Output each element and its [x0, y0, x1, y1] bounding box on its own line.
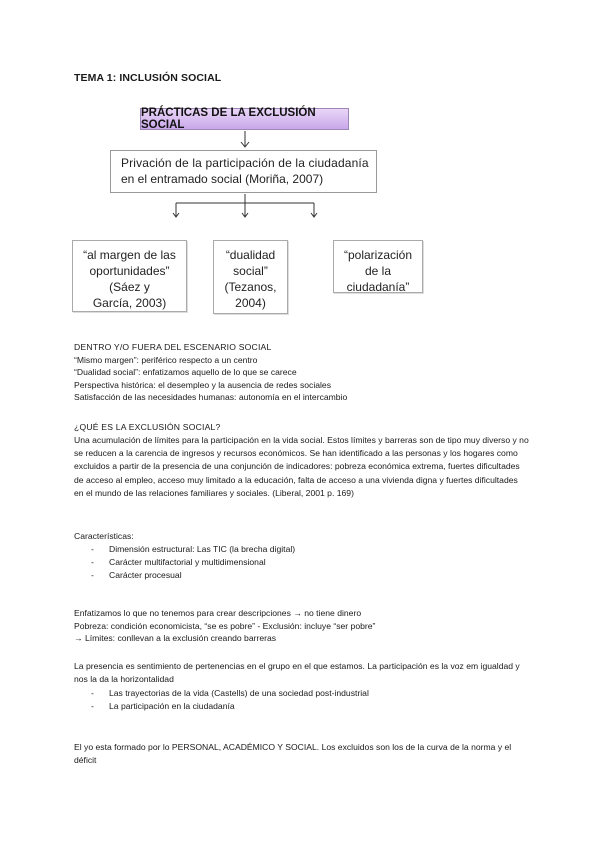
- definition-line: “Dualidad social”: enfatizamos aquello de lo que se carece: [74, 367, 297, 377]
- exclusion-diagram: [0, 0, 600, 330]
- main-box-line-1: Privación de la participación de la ciudadanía: [121, 156, 369, 170]
- sub-box-line: (Tezanos,: [224, 280, 277, 294]
- citizen-polarization-box: [333, 240, 423, 293]
- note-line: Pobreza: condición economicista, “se es pobre” - Exclusión: incluye “ser pobre”: [74, 620, 376, 631]
- participation-deprivation-box: [110, 150, 377, 193]
- list-item: - Carácter procesual: [74, 569, 295, 582]
- sub-box-line: García, 2003): [92, 296, 167, 310]
- list-item: - Las trayectorias de la vida (Castells) de una sociedad post-industrial: [74, 687, 369, 700]
- sub-box-line: 2004): [235, 296, 266, 310]
- section-inside-outside: [74, 341, 347, 404]
- definition-line: Perspectiva histórica: el desempleo y la ausencia de redes sociales: [74, 379, 332, 390]
- definition-line: “Mismo margen”: periférico respecto a un centro: [74, 354, 258, 365]
- note-line: Enfatizamos lo que no tenemos para crear descripciones → no tiene dinero: [74, 608, 362, 618]
- section-heading: ¿QUÉ ES LA EXCLUSIÓN SOCIAL?: [74, 422, 221, 432]
- note-line: → Límites: conllevan a la exclusión creando barreras: [74, 633, 277, 643]
- sub-box-line: “dualidad: [225, 248, 276, 262]
- self-paragraph: El yo esta formado por lo PERSONAL, ACADÉMICO Y SOCIAL. Los excluidos son los de la curva de la norma y el déficit: [74, 742, 512, 766]
- sub-box-line: de la: [364, 264, 392, 278]
- exclusion-definition-paragraph: Una acumulación de límites para la participación en la vida social. Estos límites y barreras son de tipo muy diverso y no se reducen a la carencia de ingresos y recursos económicos. Se han identificado a las personas y los hogares como excluidos a partir de la presencia de una conjunción de indicadores: pobreza económica extrema, fuertes dificultades de acceso al empleo, acceso muy limitado a la educación, falta de acceso a una vivienda digna y fuertes dificultades en el mundo de las relaciones familiares y sociales. (Liberal, 2001 p. 169): [74, 435, 529, 498]
- list-item: - La participación en la ciudadanía: [74, 700, 369, 713]
- presence-paragraph: La presencia es sentimiento de pertenencias en el grupo en el que estamos. La participación es la voz em igualdad y nos la da la horizontalidad: [74, 661, 520, 685]
- sub-box-line: ciudadanía”: [346, 280, 410, 294]
- sub-box-line: “al margen de las: [83, 248, 176, 262]
- main-box-line-2: en el entramado social (Moriña, 2007): [121, 172, 324, 186]
- sub-box-line: “polarización: [343, 248, 413, 262]
- characteristics-heading: Características:: [74, 531, 134, 541]
- sub-box-line: oportunidades”: [89, 264, 170, 278]
- page-title: TEMA 1: INCLUSIÓN SOCIAL: [74, 72, 222, 84]
- margin-opportunities-box: [72, 240, 187, 312]
- participation-list: [74, 687, 369, 713]
- list-item: - Carácter multifactorial y multidimensional: [74, 556, 295, 569]
- poverty-notes: [74, 607, 375, 645]
- sub-box-line: (Sáez y: [109, 280, 150, 294]
- characteristics-list: [74, 543, 295, 582]
- social-duality-box: [213, 240, 288, 314]
- list-item: - Dimensión estructural: Las TIC (la brecha digital): [74, 543, 295, 556]
- section-heading: DENTRO Y/O FUERA DEL ESCENARIO SOCIAL: [74, 342, 272, 352]
- definition-line: Satisfacción de las necesidades humanas: autonomía en el intercambio: [74, 392, 348, 402]
- sub-box-line: social”: [233, 264, 268, 278]
- exclusion-practices-box: PRÁCTICAS DE LA EXCLUSIÓN SOCIAL: [140, 108, 349, 130]
